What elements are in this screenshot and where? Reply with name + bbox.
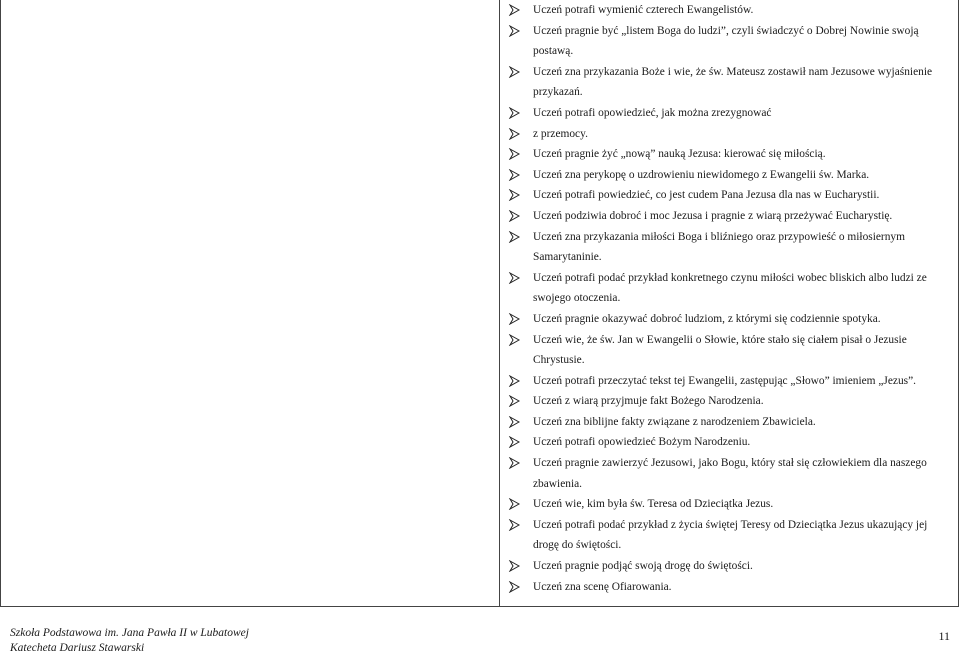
table-left-cell	[1, 0, 499, 606]
outcome-text: Uczeń potrafi wymienić czterech Ewangelistów.	[533, 4, 754, 16]
arrowhead-bullet-icon	[508, 128, 520, 140]
list-item	[500, 124, 958, 145]
learning-outcomes-list	[500, 0, 958, 597]
arrowhead-bullet-icon	[508, 416, 520, 428]
arrowhead-bullet-icon	[508, 375, 520, 387]
list-item	[500, 494, 958, 515]
outcome-text: Uczeń wie, kim była św. Teresa od Dzieciątka Jezus.	[533, 498, 774, 511]
outcome-text: Uczeń pragnie okazywać dobroć ludziom, z którymi się codziennie spotyka.	[533, 312, 881, 325]
arrowhead-bullet-icon	[508, 395, 520, 407]
outcome-text: Uczeń wie, że św. Jan w Ewangelii o Słowie, które stało się ciałem pisał o Jezusie Chrystusie.	[533, 333, 907, 367]
arrowhead-bullet-icon	[508, 107, 520, 119]
outcome-text: Uczeń pragnie żyć „nową” nauką Jezusa: kierować się miłością.	[533, 148, 826, 161]
list-item	[500, 103, 958, 124]
outcome-text: z przemocy.	[533, 127, 588, 140]
outcome-text: Uczeń potrafi powiedzieć, co jest cudem Pana Jezusa dla nas w Eucharystii.	[533, 189, 880, 202]
list-item	[500, 227, 958, 268]
list-item	[500, 309, 958, 330]
list-item	[500, 556, 958, 577]
outcome-text: Uczeń potrafi opowiedzieć, jak można zrezygnować	[533, 106, 772, 119]
page-number: 11	[938, 629, 950, 643]
arrowhead-bullet-icon	[508, 498, 520, 510]
list-item	[500, 330, 958, 371]
arrowhead-bullet-icon	[508, 457, 520, 469]
list-item	[500, 391, 958, 412]
outcome-text: Uczeń pragnie zawierzyć Jezusowi, jako Bogu, który stał się człowiekiem dla naszego zbawienia.	[533, 457, 927, 490]
outcome-text: Uczeń zna przykazania miłości Boga i bliźniego oraz przypowieść o miłosiernym Samarytaninie.	[533, 230, 905, 264]
arrowhead-bullet-icon	[508, 169, 520, 181]
list-item	[500, 206, 958, 227]
page-footer	[10, 626, 249, 656]
outcome-text: Uczeń potrafi przeczytać tekst tej Ewangelii, zastępując „Słowo” imieniem „Jezus”.	[533, 374, 916, 387]
footer-school-name: Szkoła Podstawowa im. Jana Pawła II w Lubatowej	[10, 627, 249, 639]
outcome-text: Uczeń zna biblijne fakty związane z narodzeniem Zbawiciela.	[533, 415, 816, 428]
list-item	[500, 165, 958, 186]
arrowhead-bullet-icon	[508, 272, 520, 284]
outcome-text: Uczeń zna przykazania Boże i wie, że św. Mateusz zostawił nam Jezusowe wyjaśnienie przykazań.	[533, 65, 933, 99]
list-item	[500, 453, 958, 494]
outcome-text: Uczeń potrafi podać przykład z życia świętej Teresy od Dzieciątka Jezus ukazujący jej drogę do świętości.	[533, 518, 928, 552]
outcome-text: Uczeń podziwia dobroć i moc Jezusa i pragnie z wiarą przeżywać Eucharystię.	[533, 209, 893, 222]
arrowhead-bullet-icon	[508, 581, 520, 593]
list-item	[500, 144, 958, 165]
arrowhead-bullet-icon	[508, 210, 520, 222]
list-item	[500, 62, 958, 103]
list-item	[500, 0, 958, 21]
arrowhead-bullet-icon	[508, 560, 520, 572]
arrowhead-bullet-icon	[508, 66, 520, 78]
list-item	[500, 185, 958, 206]
arrowhead-bullet-icon	[508, 4, 520, 16]
arrowhead-bullet-icon	[508, 334, 520, 346]
outcome-text: Uczeń zna scenę Ofiarowania.	[533, 580, 672, 593]
arrowhead-bullet-icon	[508, 519, 520, 531]
list-item	[500, 371, 958, 392]
arrowhead-bullet-icon	[508, 313, 520, 325]
outcome-text: Uczeń z wiarą przyjmuje fakt Bożego Narodzenia.	[533, 395, 764, 408]
list-item	[500, 577, 958, 598]
list-item	[500, 515, 958, 556]
arrowhead-bullet-icon	[508, 25, 520, 37]
outcome-text: Uczeń potrafi podać przykład konkretnego czynu miłości wobec bliskich albo ludzi ze swojego otoczenia.	[533, 271, 927, 305]
arrowhead-bullet-icon	[508, 436, 520, 448]
list-item	[500, 21, 958, 62]
table-right-cell	[500, 0, 958, 606]
outcome-text: Uczeń potrafi opowiedzieć Bożym Narodzeniu.	[533, 436, 751, 449]
list-item	[500, 432, 958, 453]
outcome-text: Uczeń pragnie być „listem Boga do ludzi”, czyli świadczyć o Dobrej Nowinie swoją postawą.	[533, 24, 919, 58]
outcome-text: Uczeń pragnie podjąć swoją drogę do świętości.	[533, 560, 753, 573]
list-item	[500, 412, 958, 433]
footer-teacher-name: Katecheta Dariusz Stawarski	[10, 642, 145, 654]
arrowhead-bullet-icon	[508, 148, 520, 160]
outcome-text: Uczeń zna perykopę o uzdrowieniu niewidomego z Ewangelii św. Marka.	[533, 168, 870, 181]
list-item	[500, 268, 958, 309]
arrowhead-bullet-icon	[508, 231, 520, 243]
arrowhead-bullet-icon	[508, 189, 520, 201]
